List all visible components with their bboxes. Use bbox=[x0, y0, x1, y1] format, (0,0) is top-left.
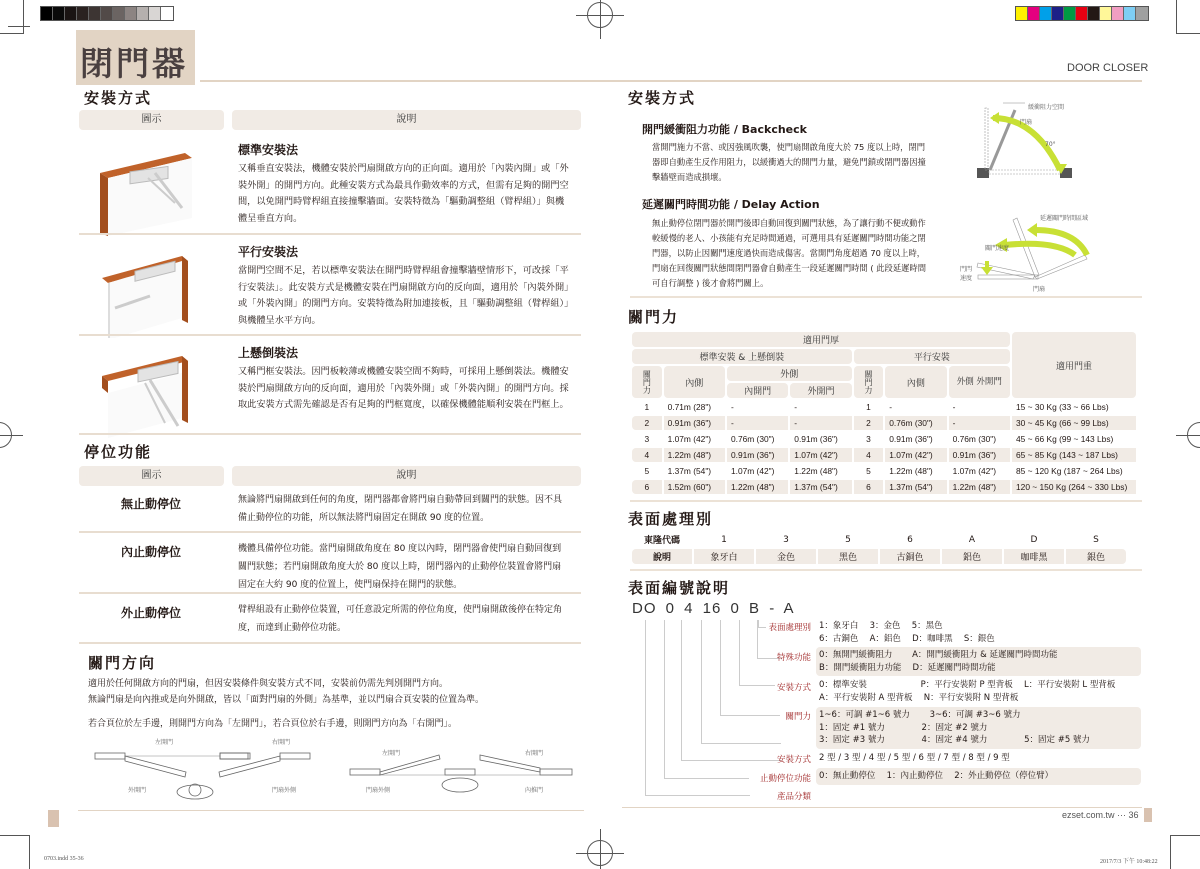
top-jamb-install-image bbox=[100, 348, 210, 438]
top-jamb-install-title: 上懸倒裝法 bbox=[238, 346, 299, 360]
diagram-label: 門扇外側 bbox=[366, 787, 391, 794]
outer-open-header: 外開門 bbox=[790, 383, 851, 398]
page-tab-right bbox=[1144, 808, 1152, 822]
delay-zone-label: 延遲關門時間區域 bbox=[1040, 215, 1089, 222]
diagram-label: 左開門 bbox=[382, 750, 401, 757]
force-header: 關門力 bbox=[632, 366, 662, 398]
crop-mark-bl bbox=[0, 835, 30, 869]
page-subtitle-en: DOOR CLOSER bbox=[1067, 62, 1149, 74]
backcheck-text: 當開門施力不當、或因強風吹襲，使門扇開啟角度大於 75 度以上時，閉門器即自動產生反作用阻力，以緩衝過大的開門力量，避免門鎖或閉門器因撞擊牆壁而造成損壞。 bbox=[652, 142, 926, 182]
finish-code-label: 東隆代碼 bbox=[643, 536, 680, 546]
door-weight-header: 適用門重 bbox=[1012, 332, 1136, 398]
page-footer: ezset.com.tw ··· 36 bbox=[1062, 810, 1139, 820]
latch-speed-label: 門閂速度 bbox=[960, 266, 973, 282]
footer-rule-right bbox=[622, 807, 1142, 808]
stop-heading: 停位功能 bbox=[84, 443, 153, 461]
finish-code: S bbox=[1093, 534, 1099, 545]
install-col-desc: 說明 bbox=[232, 110, 581, 130]
diagram-label: 右開門 bbox=[525, 750, 544, 757]
header-rule-right bbox=[600, 80, 1142, 82]
code-label-model: 安裝方式 bbox=[776, 755, 811, 765]
backcheck-diagram bbox=[975, 98, 1115, 198]
row-divider bbox=[79, 592, 581, 594]
row-divider bbox=[79, 334, 581, 336]
standard-install-header: 標準安裝 & 上懸倒裝 bbox=[632, 349, 852, 364]
table-row: 2 0.91m (36") - - 2 0.76m (30") - 30 ~ 45 Kg (66 ~ 99 Lbs) bbox=[632, 416, 1136, 430]
section-divider bbox=[630, 500, 1142, 502]
outer-stop-label: 外止動停位 bbox=[120, 606, 181, 620]
door-width-header: 適用門厚 bbox=[632, 332, 1010, 347]
backcheck-title: 開門緩衝阻力功能 / Backcheck bbox=[642, 123, 807, 136]
crop-mark-br bbox=[1170, 835, 1200, 869]
code-desc-line: 2 型 / 3 型 / 4 型 / 5 型 / 6 型 / 7 型 / 8 型 / 9 型 bbox=[819, 753, 1010, 763]
inner-stop-label: 內止動停位 bbox=[120, 545, 181, 559]
stop-col-image: 圖示 bbox=[79, 466, 224, 486]
finish-name: 金色 bbox=[756, 549, 816, 564]
table-row: 3 1.07m (42") 0.76m (30") 0.91m (36") 3 0.91m (36") 0.76m (30") 45 ~ 66 Kg (99 ~ 143 Lbs) bbox=[644, 434, 1114, 444]
code-desc-install bbox=[816, 677, 1141, 706]
finish-code: 3 bbox=[783, 534, 789, 545]
parallel-install-text: 當開門空間不足，若以標準安裝法在開門時臂桿組會撞擊牆壁情形下，可改採「平行安裝法」。此安裝方式是機體安裝在門扇開啟方向的反向面，適用於「內裝外開」或「外裝內開」的開門方向。安裝特徵為附加連接板，且「驅動調整組（臂桿組）」與機體呈水平方向。 bbox=[238, 265, 569, 326]
parallel-install-title: 平行安裝法 bbox=[238, 245, 299, 259]
row-divider bbox=[79, 642, 581, 644]
delay-action-title: 延遲關門時間功能 / Delay Action bbox=[642, 198, 820, 211]
row-divider bbox=[79, 531, 581, 533]
delay-action-diagram bbox=[975, 215, 1115, 290]
gray-color-bar bbox=[40, 6, 174, 21]
code-explain-heading: 表面編號說明 bbox=[628, 579, 731, 597]
no-stop-text: 無論將門扇開啟到任何的角度，閉門器都會將門扇自動帶回到關門的狀態。因不具備止動停位的功能，所以無法將門扇固定在開啟 90 度的位置。 bbox=[238, 495, 563, 523]
connector-line bbox=[720, 620, 721, 715]
direction-text-3: 若合頁位於左手邊，則開門方向為「左開門」，若合頁位於右手邊，則開門方向為「右開門」。 bbox=[88, 719, 458, 729]
table-row: 1 0.71m (28") - - 1 - - 15 ~ 30 Kg (33 ~ 66 Lbs) bbox=[644, 402, 1109, 412]
diagram-label: 左開門 bbox=[155, 739, 174, 746]
backcheck-angle-label: 70° bbox=[1045, 141, 1056, 148]
finish-name: 鋁色 bbox=[942, 549, 1002, 564]
registration-mark-left bbox=[0, 422, 12, 448]
registration-mark-bottom bbox=[587, 840, 613, 866]
table-row: 5 1.37m (54") 1.07m (42") 1.22m (48") 5 1.22m (48") 1.07m (42") 85 ~ 120 Kg (187 ~ 264 Lbs) bbox=[644, 466, 1123, 476]
inner-open-header: 內開門 bbox=[727, 383, 788, 398]
code-desc-line: 1~6：可調 #1~6 號力 3~6：可調 #3~6 號力 bbox=[819, 710, 1021, 720]
code-desc-line: 3：固定 #3 號力 4：固定 #4 號力 5：固定 #5 號力 bbox=[819, 735, 1090, 745]
finish-table bbox=[630, 530, 1128, 566]
code-desc-force bbox=[816, 707, 1141, 749]
header-rule-left bbox=[200, 80, 600, 82]
delay-door-label: 門扇 bbox=[1033, 286, 1046, 293]
code-label-stop: 止動停位功能 bbox=[759, 774, 811, 784]
parallel-inner-header: 內側 bbox=[885, 366, 946, 398]
code-desc-line: 0：無止動停位 1：內止動停位 2：外止動停位（停位臂） bbox=[819, 771, 1054, 781]
connector-line bbox=[701, 743, 781, 744]
finish-heading: 表面處理別 bbox=[628, 510, 714, 528]
inner-stop-text: 機體具備停位功能。當門扇開啟角度在 80 度以內時，閉門器會使門扇自動回復到關門狀態；若門扇開啟角度大於 80 度以上時，閉門器內的止動停位裝置會將門扇固定在大約 90 度的位置上，使門扇保持在開門的狀態。 bbox=[238, 544, 562, 590]
page-tab-left bbox=[48, 810, 59, 827]
footer-rule-left bbox=[78, 810, 584, 811]
standard-install-text: 又稱垂直安裝法，機體安裝於門扇開啟方向的正向面。適用於「內裝內開」或「外裝外開」的開門方向。此種安裝方式為最具作動效率的方式，但需有足夠的開門空間，以免開門時臂桿組直接撞擊牆面。安裝特徵為「驅動調整組（臂桿組）」與機體呈垂直方向。 bbox=[238, 163, 569, 224]
finish-code: 5 bbox=[845, 534, 851, 545]
no-stop-label: 無止動停位 bbox=[120, 497, 181, 511]
code-desc-line: 0：無開門緩衝阻力 A：開門緩衝阻力 & 延遲關門時間功能 bbox=[819, 650, 1058, 660]
section-divider bbox=[630, 569, 1142, 571]
standard-install-image bbox=[100, 148, 210, 238]
backcheck-door-label: 門扇 bbox=[1020, 119, 1033, 126]
finish-name: 古銅色 bbox=[880, 549, 940, 564]
diagram-label: 門扇外側 bbox=[272, 787, 297, 794]
finish-desc-label: 說明 bbox=[632, 549, 692, 564]
code-desc-line: B：開門緩衝阻力功能 D：延遲關門時間功能 bbox=[819, 662, 996, 673]
force-heading: 關門力 bbox=[628, 308, 680, 326]
finish-code: 6 bbox=[907, 534, 913, 545]
finish-name: 咖啡黑 bbox=[1004, 549, 1064, 564]
top-jamb-install-text: 又稱門框安裝法。因門板較薄或機體安裝空間不夠時，可採用上懸倒裝法。機體安裝於門扇開啟方向的反向面，適用於「內裝外開」或「外裝內開」的開門方向。採取此安裝方式需先確認是否有足夠的門框寬度，以確保機體能順利安裝在門框上。 bbox=[238, 366, 569, 411]
standard-install-title: 標準安裝法 bbox=[238, 143, 299, 157]
code-desc-special bbox=[816, 647, 1141, 676]
closing-force-table bbox=[630, 330, 1138, 496]
code-label-finish: 表面處理別 bbox=[768, 623, 811, 633]
parallel-install-header: 平行安裝 bbox=[854, 349, 1010, 364]
table-row: 6 1.52m (60") 1.22m (48") 1.37m (54") 6 1.37m (54") 1.22m (48") 120 ~ 150 Kg (264 ~ 330 Lbs) bbox=[632, 480, 1136, 494]
connector-line bbox=[681, 620, 682, 760]
row-divider bbox=[79, 233, 581, 235]
closing-speed-label: 關門速度 bbox=[985, 245, 1010, 252]
code-desc-line: A：平行安裝附 A 型背板 N：平行安裝附 N 型背板 bbox=[819, 692, 1019, 703]
code-desc-line: 6：古銅色 A：鋁色 D：咖啡黑 S：銀色 bbox=[819, 633, 995, 644]
code-desc-model bbox=[816, 750, 1141, 767]
right-install-heading: 安裝方式 bbox=[628, 89, 697, 107]
crop-mark-tl2 bbox=[8, 26, 30, 27]
registration-mark-right bbox=[1187, 422, 1200, 448]
inner-header: 內側 bbox=[664, 366, 725, 398]
code-label-special: 特殊功能 bbox=[776, 653, 811, 663]
finish-code: 1 bbox=[721, 534, 727, 545]
stop-col-desc: 說明 bbox=[232, 466, 581, 486]
install-heading: 安裝方式 bbox=[84, 89, 153, 107]
finish-name: 黑色 bbox=[818, 549, 878, 564]
slug-left: 0703.indd 35-36 bbox=[44, 856, 84, 862]
slug-right: 2017/7/3 下午 10:48:22 bbox=[1100, 859, 1158, 865]
code-desc-line: 1：象牙白 3：金色 5：黑色 bbox=[819, 621, 943, 631]
crop-mark-tr bbox=[1176, 0, 1200, 34]
code-desc-line: 0：標準安裝 P：平行安裝附 P 型背板 L：平行安裝附 L 型背板 bbox=[819, 680, 1116, 690]
table-row: 4 1.22m (48") 0.91m (36") 1.07m (42") 4 1.07m (42") 0.91m (36") 65 ~ 85 Kg (143 ~ 187 Lbs) bbox=[632, 448, 1136, 462]
parallel-install-image bbox=[100, 248, 210, 338]
cmyk-color-bar bbox=[1015, 6, 1149, 21]
finish-code: A bbox=[968, 534, 976, 545]
backcheck-space-label: 緩衝阻力空間 bbox=[1028, 104, 1065, 111]
direction-heading: 關門方向 bbox=[88, 654, 157, 672]
door-direction-diagram-b bbox=[215, 735, 315, 785]
outer-header: 外側 bbox=[727, 366, 852, 381]
diagram-label: 右開門 bbox=[272, 739, 291, 746]
diagram-label: 外開門 bbox=[128, 787, 147, 794]
direction-text-1: 適用於任何開啟方向的門扇，但因安裝條件與安裝方式不同，安裝前仍需先判別開門方向。 bbox=[88, 679, 449, 689]
connector-line bbox=[664, 620, 665, 778]
code-label-install: 安裝方式 bbox=[776, 683, 811, 693]
registration-mark-top bbox=[587, 2, 613, 28]
connector-line bbox=[645, 620, 646, 795]
direction-text-2: 無論門扇是向內推或是向外開啟，皆以「面對門扇的外側」為基準，並以門扇合頁安裝的位置為準。 bbox=[88, 695, 485, 705]
finish-name: 銀色 bbox=[1066, 549, 1126, 564]
crop-mark-tl bbox=[0, 0, 24, 34]
install-col-image: 圖示 bbox=[79, 110, 224, 130]
delay-action-text: 無止動停位閉門器於開門後即自動回復到關門狀態，為了讓行動不便或動作較緩慢的老人、小孩能有充足時間通過，可選用具有延遲關門時間功能之閉門器，以防止因關門速度過快而造成傷害。當開門角度超過 70 度以上時，門扇在回復關門狀態間閉門器會自動產生一段延遲關門時間 ( 此段延遲時間可自行調整 ) 後才會將門關上。 bbox=[652, 218, 927, 288]
finish-code: D bbox=[1030, 534, 1038, 545]
finish-name: 象牙白 bbox=[694, 549, 754, 564]
code-label-category: 產品分類 bbox=[776, 792, 811, 802]
outer-stop-text: 臂桿組設有止動停位裝置，可任意設定所需的停位角度，使門扇開啟後停在特定角度，而達到止動停位功能。 bbox=[238, 605, 563, 633]
code-label-force: 關門力 bbox=[785, 712, 811, 722]
sample-product-code: DO 0 4 16 0 B - A bbox=[632, 600, 795, 617]
page-title: 閉門器 bbox=[80, 44, 188, 83]
connector-line bbox=[701, 620, 702, 743]
parallel-force-header: 關門力 bbox=[854, 366, 884, 398]
code-desc-finish bbox=[816, 618, 1141, 647]
code-desc-line: 1：固定 #1 號力 2：固定 #2 號力 bbox=[819, 722, 988, 733]
section-divider bbox=[630, 296, 1142, 298]
row-divider bbox=[79, 433, 581, 435]
diagram-label: 內推門 bbox=[525, 787, 544, 794]
parallel-outer-header: 外側 外開門 bbox=[949, 366, 1010, 398]
code-desc-stop bbox=[816, 768, 1141, 785]
